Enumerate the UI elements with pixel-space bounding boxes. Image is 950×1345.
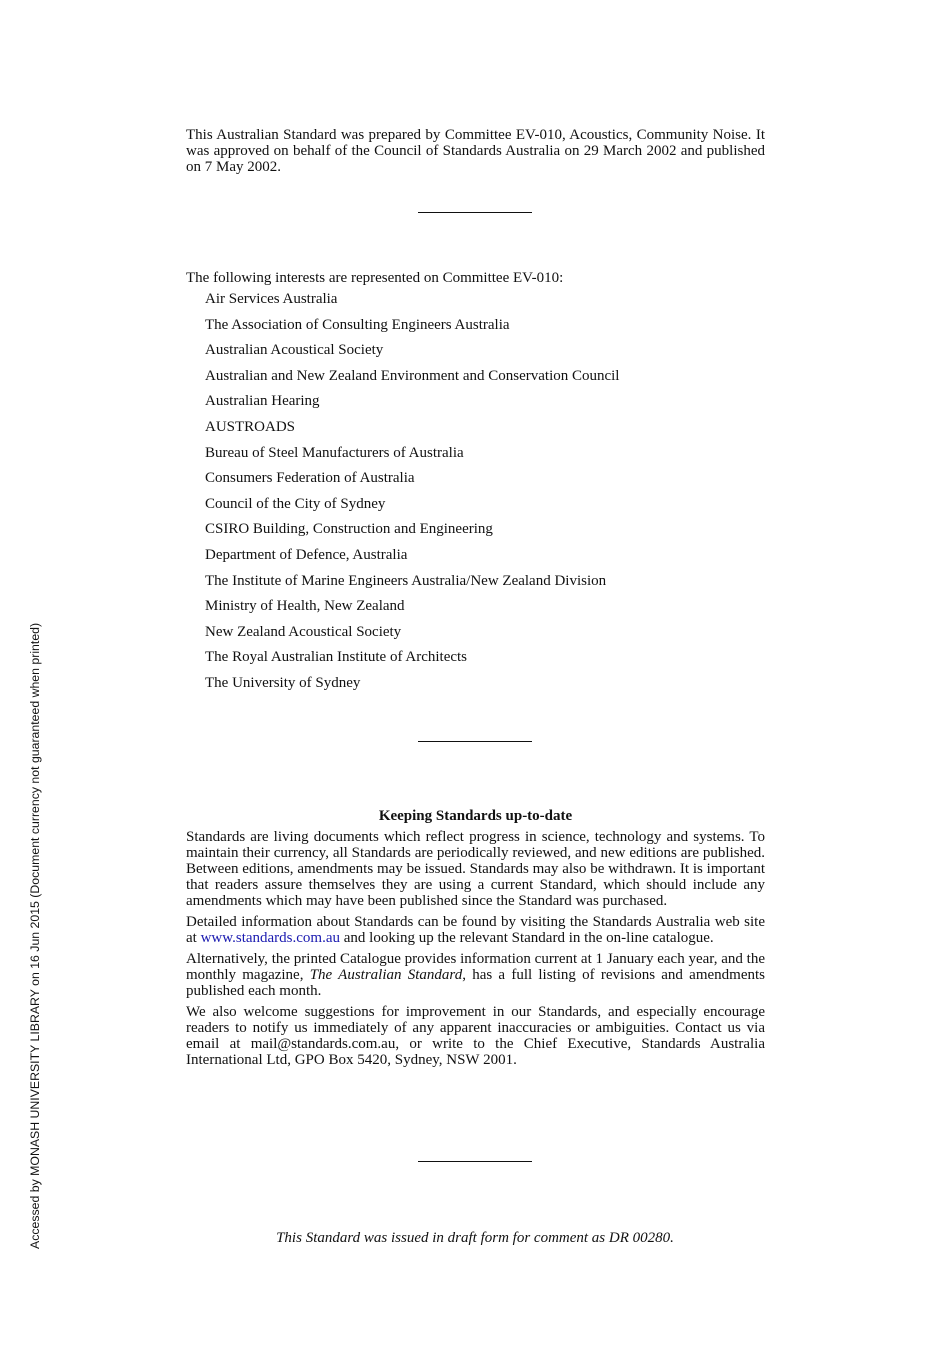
magazine-title: The Australian Standard	[309, 967, 463, 983]
list-item: Ministry of Health, New Zealand	[205, 598, 405, 615]
section-title: Keeping Standards up-to-date	[378, 808, 573, 824]
committee-interests	[186, 269, 765, 697]
draft-note: This Standard was issued in draft form for comment as DR 00280.	[276, 1230, 674, 1246]
list-item: The Royal Australian Institute of Architects	[205, 649, 468, 666]
paragraph-text: Alternatively, the printed Catalogue provides information current at 1 January each year, and the monthly magazine,	[186, 951, 765, 983]
list-item: Australian Acoustical Society	[205, 342, 384, 359]
approval-text: This Australian Standard was prepared by Committee EV-010, Acoustics, Community Noise. It was approved on behalf of the Council of Standards Australia on 29 March 2002 and published on 7 May 2002.	[186, 127, 765, 175]
list-item: Council of the City of Sydney	[205, 495, 386, 512]
paragraph-text: Detailed information about Standards can be found by visiting the Standards Australia web site at	[186, 914, 765, 946]
access-watermark: Accessed by MONASH UNIVERSITY LIBRARY on 16 Jun 2015 (Document currency not guaranteed when printed)	[28, 622, 42, 1249]
paragraph-text: and looking up the relevant Standard in the on-line catalogue.	[340, 930, 714, 946]
list-item: Australian and New Zealand Environment and Conservation Council	[205, 367, 620, 384]
list-item: New Zealand Acoustical Society	[205, 623, 402, 640]
approval-statement	[186, 127, 765, 175]
list-item: Air Services Australia	[205, 291, 338, 307]
section-divider	[418, 212, 532, 213]
interests-heading: The following interests are represented on Committee EV-010:	[186, 270, 564, 286]
list-item: Consumers Federation of Australia	[205, 470, 415, 487]
list-item: CSIRO Building, Construction and Engineering	[205, 521, 493, 538]
members-list	[186, 287, 765, 697]
paragraph: Standards are living documents which reflect progress in science, technology and systems. To maintain their currency, all Standards are periodically reviewed, and new editions are published. Between editions, amendments may be issued. Standards may also be withdrawn. It is important that readers assure themselves they are using a current Standard, which should include any amendments which may have been published since the Standard was purchased.	[186, 829, 765, 909]
keeping-standards-section	[186, 807, 765, 1073]
list-item: The Association of Consulting Engineers Australia	[205, 316, 510, 333]
list-item: Department of Defence, Australia	[205, 546, 408, 563]
list-item: Bureau of Steel Manufacturers of Australia	[205, 444, 464, 461]
paragraph-text: , has a full listing of revisions and amendments published each month.	[186, 967, 765, 999]
section-divider	[418, 741, 532, 742]
website-link[interactable]: www.standards.com.au	[200, 930, 340, 946]
list-item: The University of Sydney	[205, 674, 361, 691]
list-item: AUSTROADS	[205, 418, 296, 435]
section-divider	[418, 1161, 532, 1162]
paragraph	[186, 914, 765, 946]
list-item: Australian Hearing	[205, 393, 320, 410]
paragraph: We also welcome suggestions for improvement in our Standards, and especially encourage readers to notify us immediately of any apparent inaccuracies or ambiguities. Contact us via email at mail@standards.com.au, or write to the Chief Executive, Standards Australia International Ltd, GPO Box 5420, Sydney, NSW 2001.	[186, 1004, 765, 1068]
list-item: The Institute of Marine Engineers Australia/New Zealand Division	[205, 572, 607, 589]
paragraph	[186, 951, 765, 999]
